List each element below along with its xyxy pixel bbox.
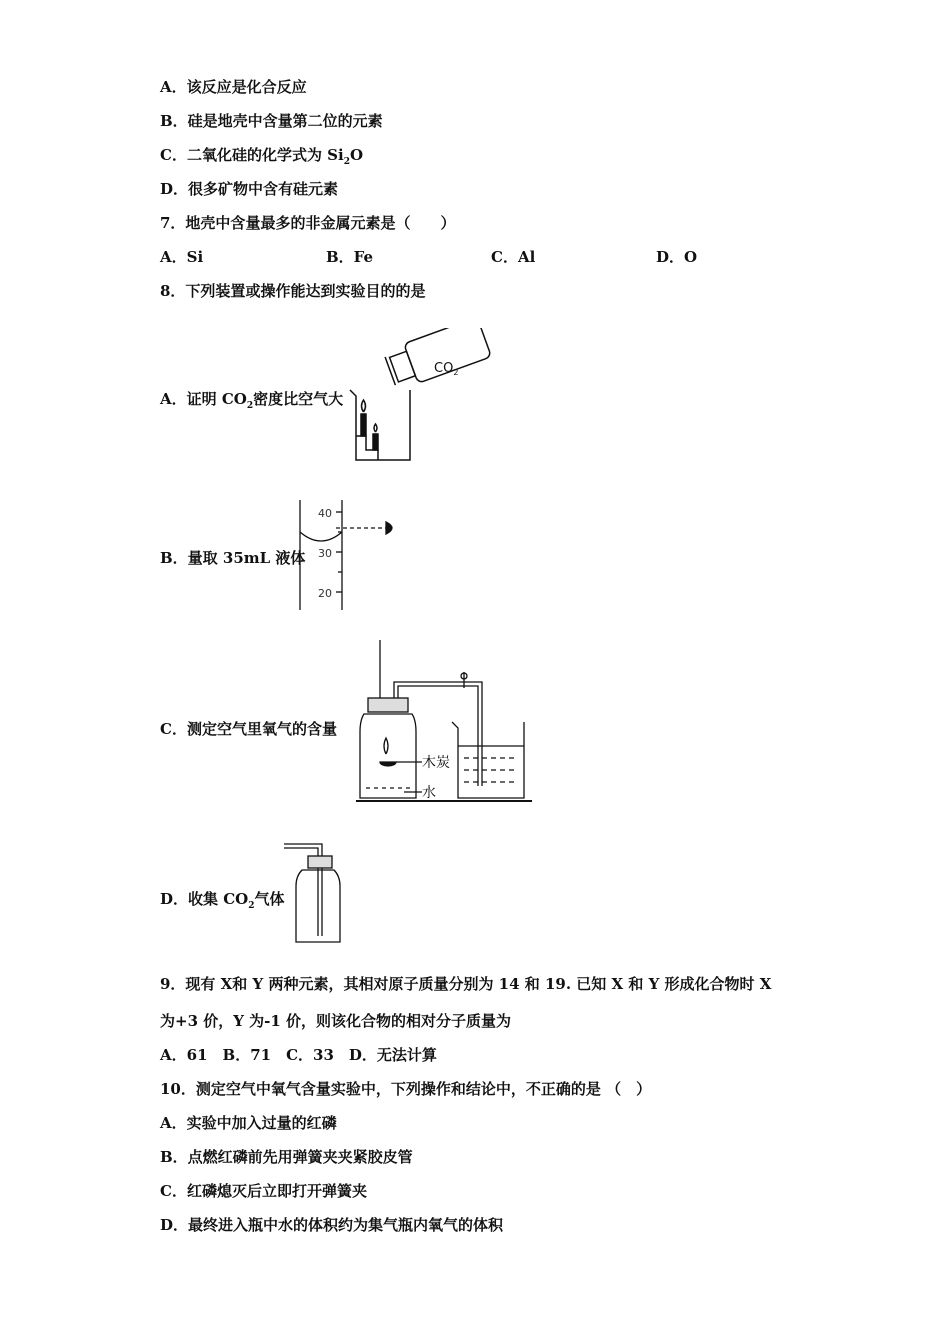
- bottle-stopper: [308, 856, 332, 868]
- eye-icon: [386, 522, 392, 534]
- inlet-tube: [284, 844, 322, 856]
- q8-option-a: [160, 389, 343, 416]
- oxygen-apparatus-figure: [352, 636, 536, 808]
- tall-flame-icon: [362, 400, 366, 412]
- q6-option-c-sub: 2: [343, 157, 350, 167]
- q8-stem: 8．下列装置或操作能达到实验目的的是: [160, 282, 426, 300]
- graduated-cylinder-figure: [294, 498, 406, 614]
- q10-option-b: B．点燃红磷前先用弹簧夹夹紧胶皮管: [160, 1148, 413, 1166]
- q7-option-b: B．Fe: [326, 248, 374, 266]
- stopper: [368, 698, 408, 712]
- short-flame-icon: [374, 424, 377, 432]
- q7-option-c: C．Al: [491, 248, 536, 266]
- cyl-tick-30: 30: [318, 547, 332, 560]
- q6-option-a: A．该反应是化合反应: [160, 78, 307, 96]
- burning-carbon-icon: [384, 738, 388, 754]
- q8-option-d: [160, 889, 285, 916]
- co2-pouring-figure: [348, 328, 498, 464]
- beaker-outline: [350, 390, 410, 460]
- collection-bottle: [360, 714, 416, 798]
- cyl-tick-20: 20: [318, 587, 332, 600]
- q8-option-d-text: D．收集 CO: [160, 890, 249, 908]
- q10-option-a: A．实验中加入过量的红磷: [160, 1114, 337, 1132]
- q7-option-a: A．Si: [160, 248, 204, 266]
- q9-stem-line2: 为+3 价，Y 为-1 价，则该化合物的相对分子质量为: [160, 1012, 512, 1030]
- short-candle: [373, 434, 378, 450]
- q6-option-c: [160, 145, 363, 172]
- q8-option-a-tail: 密度比空气大: [253, 390, 344, 408]
- water-label: 水: [422, 785, 436, 801]
- q6-option-b: B．硅是地壳中含量第二位的元素: [160, 112, 383, 130]
- combustion-spoon: [380, 762, 396, 766]
- q8-option-b: B．量取 35mL 液体: [160, 549, 306, 567]
- q6-option-d: D．很多矿物中含有硅元素: [160, 180, 339, 198]
- q8-option-c: C．测定空气里氧气的含量: [160, 720, 337, 738]
- meniscus: [300, 532, 342, 541]
- bottle-neck: [390, 351, 416, 382]
- gas-bottle-figure: [282, 836, 346, 948]
- q8-option-d-sub: 2: [248, 901, 255, 911]
- q8-option-a-text: A．证明 CO: [160, 390, 247, 408]
- q9-stem-line1: 9．现有 X和 Y 两种元素，其相对原子质量分别为 14 和 19. 已知 X 和 Y 形成化合物时 X: [160, 975, 772, 993]
- q8-option-a-sub: 2: [246, 401, 254, 411]
- water-beaker: [452, 722, 524, 798]
- q10-stem: 10．测定空气中氧气含量实验中，下列操作和结论中，不正确的是 （ ）: [160, 1080, 652, 1098]
- q10-option-d: D．最终进入瓶中水的体积约为集气瓶内氧气的体积: [160, 1216, 504, 1234]
- q6-option-c-tail: O: [349, 146, 364, 164]
- cyl-tick-40: 40: [318, 507, 332, 520]
- q7-option-d: D．O: [656, 248, 698, 266]
- q10-option-c: C．红磷熄灭后立即打开弹簧夹: [160, 1182, 367, 1200]
- q6-option-c-text: C．二氧化硅的化学式为 Si: [160, 146, 344, 164]
- q8-option-d-tail: 气体: [254, 890, 285, 908]
- q9-options: A．61 B．71 C．33 D．无法计算: [160, 1046, 437, 1064]
- co2-bottle-label: $CO_2$: [434, 361, 459, 377]
- carbon-label: 木炭: [422, 755, 450, 771]
- tall-candle: [361, 414, 366, 436]
- q7-stem: 7．地壳中含量最多的非金属元素是（ ）: [160, 214, 456, 232]
